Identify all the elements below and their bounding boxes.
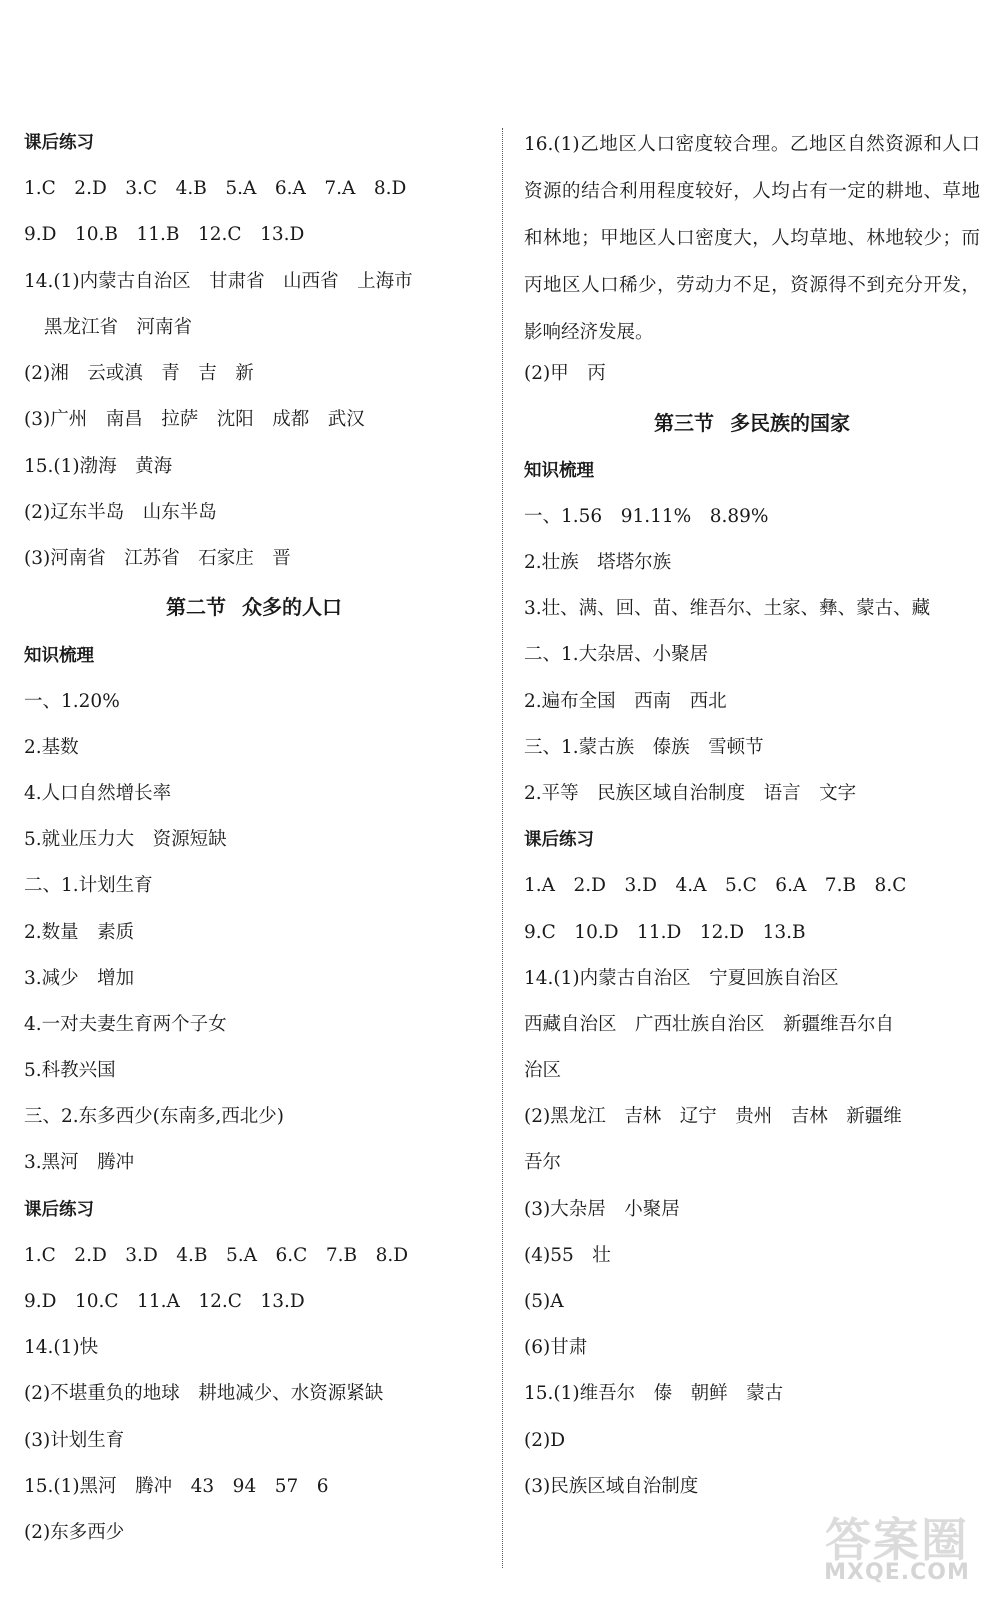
answer-line: 2.壮族 塔塔尔族 (524, 552, 672, 573)
answer-line: 14.(1)内蒙古自治区 宁夏回族自治区 (524, 968, 839, 989)
answer-line: 4.一对夫妻生育两个子女 (24, 1014, 227, 1035)
section-name: 多民族的国家 (730, 411, 850, 435)
answer-line: 15.(1)维吾尔 傣 朝鲜 蒙古 (524, 1383, 784, 1404)
answer-line: 2.遍布全国 西南 西北 (524, 691, 727, 712)
answer-line: 3.黑河 腾冲 (24, 1152, 135, 1173)
watermark-title: 答案圈 (825, 1513, 969, 1567)
answer-line: 15.(1)渤海 黄海 (24, 456, 173, 477)
answer-line: 1.C 2.D 3.D 4.B 5.A 6.C 7.B 8.D (24, 1245, 409, 1266)
answer-line: (3)计划生育 (24, 1430, 125, 1451)
knowledge-heading: 知识梳理 (524, 461, 594, 481)
exercise-heading: 课后练习 (524, 830, 594, 850)
watermark-logo (812, 1500, 982, 1592)
answer-line: (2)D (524, 1430, 566, 1451)
answer-line: 14.(1)内蒙古自治区 甘肃省 山西省 上海市 (24, 271, 413, 292)
answer-line: 二、1.大杂居、小聚居 (524, 644, 709, 665)
section-name: 众多的人口 (242, 595, 342, 619)
answer-line: 9.D 10.B 11.B 12.C 13.D (24, 224, 305, 245)
answer-line: 9.D 10.C 11.A 12.C 13.D (24, 1291, 305, 1312)
answer-line: 一、1.56 91.11% 8.89% (524, 506, 769, 527)
answer-line: 三、1.蒙古族 傣族 雪顿节 (524, 737, 764, 758)
answer-line: 3.壮、满、回、苗、维吾尔、土家、彝、蒙古、藏 (524, 598, 931, 619)
column-divider (502, 128, 503, 1568)
answer-line: 一、1.20% (24, 691, 120, 712)
answer-line: (3)民族区域自治制度 (524, 1476, 699, 1497)
answer-line: 3.减少 增加 (24, 968, 135, 989)
section-title (24, 594, 484, 620)
answer-line: (3)河南省 江苏省 石家庄 晋 (24, 548, 291, 569)
answer-line: (3)广州 南昌 拉萨 沈阳 成都 武汉 (24, 409, 365, 430)
answer-line: (2)辽东半岛 山东半岛 (24, 502, 217, 523)
answer-line: (3)大杂居 小聚居 (524, 1199, 680, 1220)
section-number: 第三节 (654, 411, 714, 435)
answer-line: (2)东多西少 (24, 1522, 125, 1543)
answer-line: 9.C 10.D 11.D 12.D 13.B (524, 922, 806, 943)
answer-line: 西藏自治区 广西壮族自治区 新疆维吾尔自 (524, 1014, 895, 1035)
answer-line: 二、1.计划生育 (24, 875, 153, 896)
watermark-url: MXQE.COM (824, 1560, 970, 1585)
answer-line: (5)A (524, 1291, 564, 1312)
answer-line: (2)湘 云或滇 青 吉 新 (24, 363, 254, 384)
answer-line: 5.科教兴国 (24, 1060, 116, 1081)
answer-line: 1.C 2.D 3.C 4.B 5.A 6.A 7.A 8.D (24, 178, 407, 199)
answer-line: 黑龙江省 河南省 (44, 317, 193, 338)
answer-line: 5.就业压力大 资源短缺 (24, 829, 227, 850)
section-title (524, 410, 980, 436)
answer-line: (2)黑龙江 吉林 辽宁 贵州 吉林 新疆维 (524, 1106, 902, 1127)
answer-line: (6)甘肃 (524, 1337, 588, 1358)
answer-paragraph: 16.(1)乙地区人口密度较合理。乙地区自然资源和人口资源的结合利用程度较好，人均占有一定的耕地、草地和林地；甲地区人口密度大，人均草地、林地较少；而丙地区人口稀少，劳动力不足，资源得不到充分开发，影响经济发展。 (524, 134, 980, 343)
answer-line: 14.(1)快 (24, 1337, 99, 1358)
section-number: 第二节 (166, 595, 226, 619)
answer-line: 治区 (524, 1060, 562, 1081)
answer-line: (2)不堪重负的地球 耕地减少、水资源紧缺 (24, 1383, 384, 1404)
answer-line: 4.人口自然增长率 (24, 783, 172, 804)
answer-line: (4)55 壮 (524, 1245, 611, 1266)
answer-line: 1.A 2.D 3.D 4.A 5.C 6.A 7.B 8.C (524, 875, 907, 896)
answer-line: 2.基数 (24, 737, 79, 758)
answer-line: 15.(1)黑河 腾冲 43 94 57 6 (24, 1476, 329, 1497)
exercise-heading: 课后练习 (24, 1200, 94, 1220)
answer-line: 吾尔 (524, 1152, 562, 1173)
answer-line: 2.数量 素质 (24, 922, 135, 943)
answer-line: 2.平等 民族区域自治制度 语言 文字 (524, 783, 857, 804)
knowledge-heading: 知识梳理 (24, 646, 94, 666)
exercise-heading: 课后练习 (24, 133, 94, 153)
answer-line: 三、2.东多西少(东南多,西北少) (24, 1106, 284, 1127)
answer-line: (2)甲 丙 (524, 363, 606, 384)
